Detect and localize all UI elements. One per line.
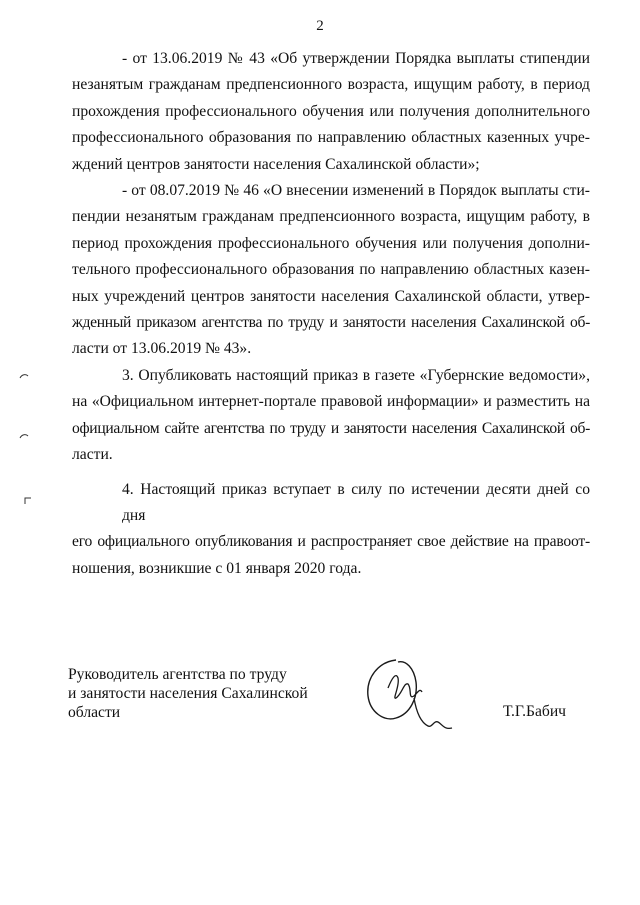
text-line: период прохождения профессионального обучения или получения дополни- — [72, 234, 590, 252]
text-line: ных учреждений центров занятости населения Сахалинской области, утвер- — [72, 287, 590, 305]
text-line: 4. Настоящий приказ вступает в силу по истечении десяти дней со дня — [122, 480, 590, 524]
handwritten-signature — [358, 648, 458, 738]
position-line: и занятости населения Сахалинской — [68, 685, 308, 702]
text-line: официальном сайте агентства по труду и занятости населения Сахалинской об- — [72, 419, 590, 437]
text-line: ласти от 13.06.2019 № 43». — [72, 340, 252, 358]
text-line: ждений центров занятости населения Сахалинской области»; — [72, 155, 480, 173]
document-body — [72, 46, 590, 582]
position-line: области — [68, 704, 121, 721]
text-line: его официального опубликования и распространяет свое действие на правоот- — [72, 533, 590, 551]
page-number: 2 — [316, 18, 324, 34]
scan-artifact-mark — [18, 432, 30, 442]
text-line: пендии незанятым гражданам предпенсионного возраста, ищущим работу, в — [72, 208, 590, 226]
text-line: 3. Опубликовать настоящий приказ в газете «Губернские ведомости», — [122, 366, 590, 384]
text-line: ношения, возникшие с 01 января 2020 года. — [72, 559, 362, 577]
text-line: профессионального образования по направлению областных казенных учре- — [72, 129, 590, 147]
paragraph-order-46 — [72, 178, 590, 363]
text-line: - от 08.07.2019 № 46 «О внесении изменений в Порядок выплаты сти- — [122, 182, 590, 200]
text-line: ласти. — [72, 446, 113, 464]
scan-artifact-mark — [22, 496, 34, 506]
text-line: прохождения профессионального обучения или получения дополнительного — [72, 102, 590, 120]
text-line: - от 13.06.2019 № 43 «Об утверждении Порядка выплаты стипендии — [122, 50, 590, 67]
text-line: незанятым гражданам предпенсионного возраста, ищущим работу, в период — [72, 76, 590, 94]
paragraph-order-43 — [72, 46, 590, 178]
signer-name: Т.Г.Бабич — [503, 703, 567, 720]
paragraph-3-publish — [72, 363, 590, 469]
paragraph-4-effective — [72, 477, 590, 583]
text-line: жденный приказом агентства по труду и занятости населения Сахалинской об- — [72, 314, 590, 332]
signatory-position — [68, 665, 308, 722]
position-line: Руководитель агентства по труду — [68, 666, 287, 683]
scan-artifact-mark — [18, 372, 30, 382]
text-line: тельного профессионального образования по направлению областных казен- — [72, 261, 590, 279]
text-line: на «Официальном интернет-портале правовой информации» и разместить на — [72, 393, 590, 411]
